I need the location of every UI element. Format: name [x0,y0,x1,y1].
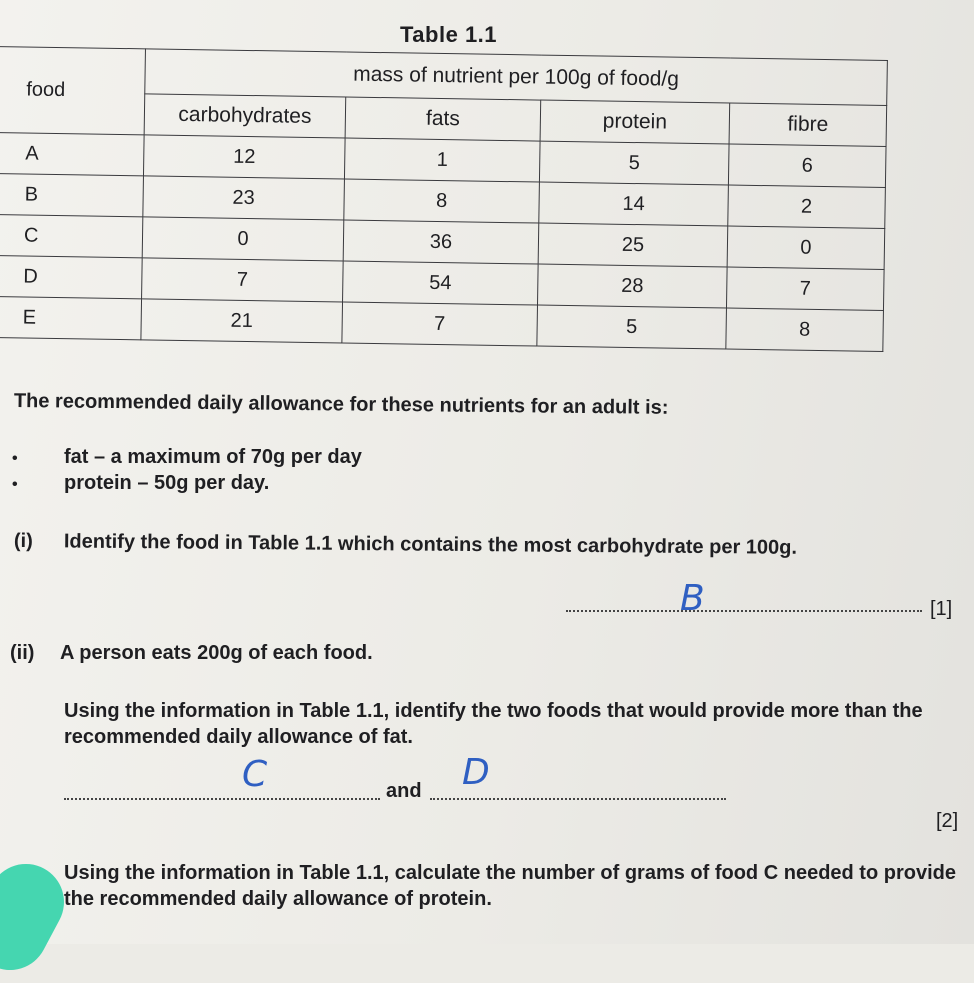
food-cell: D [0,255,142,298]
allowance-list [12,446,362,498]
carbohydrate-cell: 23 [143,176,345,220]
carbohydrate-cell: 7 [142,258,344,302]
question-text: Identify the food in Table 1.1 which contains the most carbohydrate per 100g. [63,530,798,559]
fat-cell: 36 [343,220,539,264]
protein-cell: 14 [539,182,729,226]
fibre-cell: 7 [726,267,884,310]
question-iii [64,860,964,912]
header-protein: protein [540,100,730,144]
fibre-cell: 0 [727,226,885,269]
question-text-part: Using the information in Table 1.1, calculate the number of grams of food [64,862,764,884]
question-text-part: needed to provide the recommended daily allowance of protein. [64,862,956,910]
answer-line[interactable] [64,798,380,800]
question-ii [10,642,373,665]
header-group: mass of nutrient per 100g of food/g [145,49,888,106]
allowance-fat: fat – a maximum of 70g per day [64,446,362,468]
list-item [12,472,362,498]
food-cell: C [0,214,143,257]
fibre-cell: 6 [728,144,886,187]
header-carbohydrates: carbohydrates [144,94,346,138]
handwritten-answer: B [680,578,705,619]
protein-cell: 5 [539,141,729,185]
handwritten-answer: C [242,754,268,795]
question-text-part: foods that would provide [541,700,791,722]
table-title: Table 1.1 [400,22,498,47]
answer-line[interactable] [430,798,726,800]
carbohydrate-cell: 21 [141,299,343,343]
fibre-cell: 2 [728,185,886,228]
question-number: (ii) [10,642,35,664]
food-cell: E [0,296,142,339]
allowance-protein: protein – 50g per day. [64,472,270,494]
emphasis-more: more [790,700,840,722]
fat-cell: 54 [343,261,539,305]
question-text-part: than the recommended daily allowance of fat. [64,700,923,748]
protein-cell: 25 [538,223,728,267]
food-cell: B [0,173,143,216]
nutrient-table [0,46,888,352]
bullet-icon: • [12,476,18,493]
list-item [12,446,362,472]
fibre-cell: 8 [726,308,884,351]
table-header-row [0,47,887,106]
carbohydrate-cell: 12 [143,135,345,179]
question-i [14,530,797,560]
question-lead: A person eats 200g of each food. [60,642,373,664]
mark-allocation: [2] [936,810,959,832]
header-food: food [0,47,145,135]
bullet-icon: • [12,450,18,467]
answer-line[interactable] [566,610,922,612]
header-fats: fats [345,97,541,141]
emphasis-two: two [507,700,542,722]
emphasis-food: C [763,862,779,884]
protein-cell: 5 [537,305,727,349]
allowance-intro: The recommended daily allowance for these nutrients for an adult is: [13,390,669,419]
protein-cell: 28 [537,264,727,308]
question-text [64,698,964,750]
question-text-part: Using the information in Table 1.1, identify the [64,700,507,722]
handwritten-answer: D [462,752,490,793]
fat-cell: 8 [344,179,540,223]
carbohydrate-cell: 0 [142,217,344,261]
food-cell: A [0,132,144,175]
and-label: and [386,780,422,802]
header-fibre: fibre [729,103,887,146]
fat-cell: 7 [342,302,538,346]
mark-allocation: [1] [930,598,953,620]
fat-cell: 1 [344,138,540,182]
question-number: (i) [13,530,33,553]
